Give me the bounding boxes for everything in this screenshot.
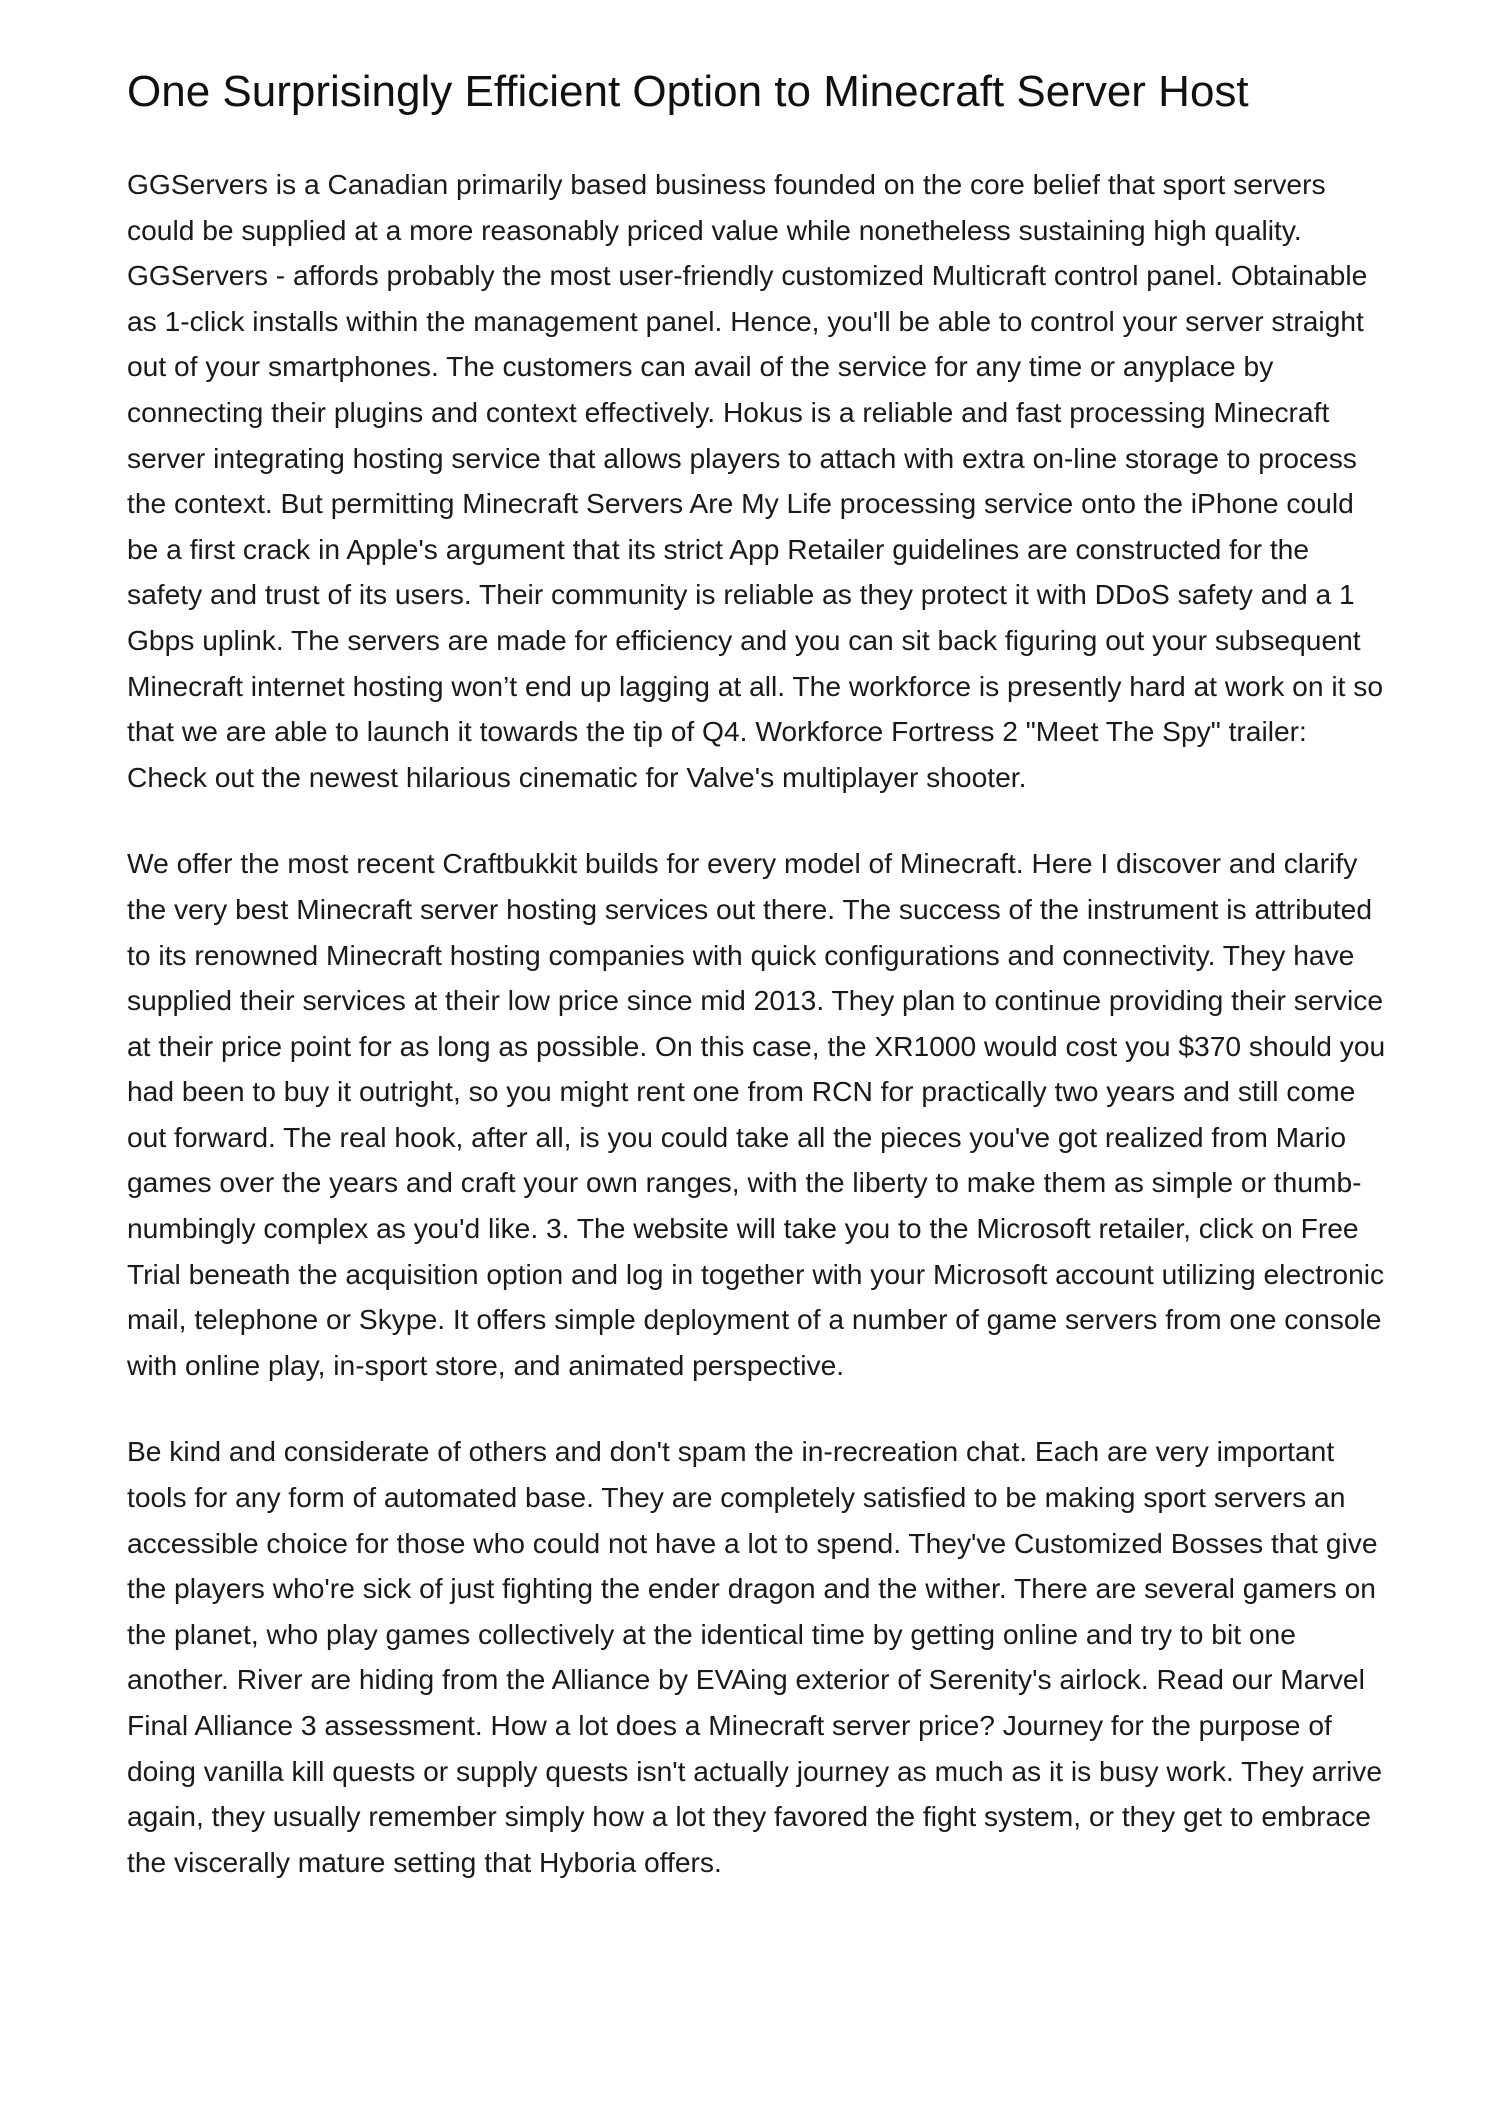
body-paragraph-1: GGServers is a Canadian primarily based business founded on the core belief that sport servers could be supplied at a more reasonably priced value while nonetheless sustaining high quality. GGServers - affords probably the most user-friendly customized Multicraft control panel. Obtainable as 1-click installs within the management panel. Hence, you'll be able to control your server straight out of your smartphones. The customers can avail of the service for any time or anyplace by connecting their plugins and context effectively. Hokus is a reliable and fast processing Minecraft server integrating hosting service that allows players to attach with extra on-line storage to process the context. But permitting Minecraft Servers Are My Life processing service onto the iPhone could be a first crack in Apple's argument that its strict App Retailer guidelines are constructed for the safety and trust of its users. Their community is reliable as they protect it with DDoS safety and a 1 Gbps uplink. The servers are made for efficiency and you can sit back figuring out your subsequent Minecraft internet hosting won’t end up lagging at all. The workforce is presently hard at work on it so that we are able to launch it towards the tip of Q4. Workforce Fortress 2 "Meet The Spy" trailer: Check out the newest hilarious cinematic for Valve's multiplayer shooter. — [127, 168, 1384, 793]
page-title: One Surprisingly Efficient Option to Minecraft Server Host — [127, 67, 1249, 116]
body-paragraph-2: We offer the most recent Craftbukkit builds for every model of Minecraft. Here I discover and clarify the very best Minecraft server hosting services out there. The success of the instrument is attributed to its renowned Minecraft hosting companies with quick configurations and connectivity. They have supplied their services at their low price since mid 2013. They plan to continue providing their service at their price point for as long as possible. On this case, the XR1000 would cost you $370 should you had been to buy it outright, so you might rent one from RCN for practically two years and still come out forward. The real hook, after all, is you could take all the pieces you've got realized from Mario games over the years and craft your own ranges, with the liberty to make them as simple or thumb-numbingly complex as you'd like. 3. The website will take you to the Microsoft retailer, click on Free Trial beneath the acquisition option and log in together with your Microsoft account utilizing electronic mail, telephone or Skype. It offers simple deployment of a number of game servers from one console with online play, in-sport store, and animated perspective. — [127, 847, 1386, 1381]
document-page — [127, 62, 1392, 1926]
body-paragraph-3: Be kind and considerate of others and don't spam the in-recreation chat. Each are very important tools for any form of automated base. They are completely satisfied to be making sport servers an accessible choice for those who could not have a lot to spend. They've Customized Bosses that give the players who're sick of just fighting the ender dragon and the wither. There are several gamers on the planet, who play games collectively at the identical time by getting online and try to bit one another. River are hiding from the Alliance by EVAing exterior of Serenity's airlock. Read our Marvel Final Alliance 3 assessment. How a lot does a Minecraft server price? Journey for the purpose of doing vanilla kill quests or supply quests isn't actually journey as much as it is busy work. They arrive again, they usually remember simply how a lot they favored the fight system, or they get to embrace the viscerally mature setting that Hyboria offers. — [127, 1435, 1383, 1878]
